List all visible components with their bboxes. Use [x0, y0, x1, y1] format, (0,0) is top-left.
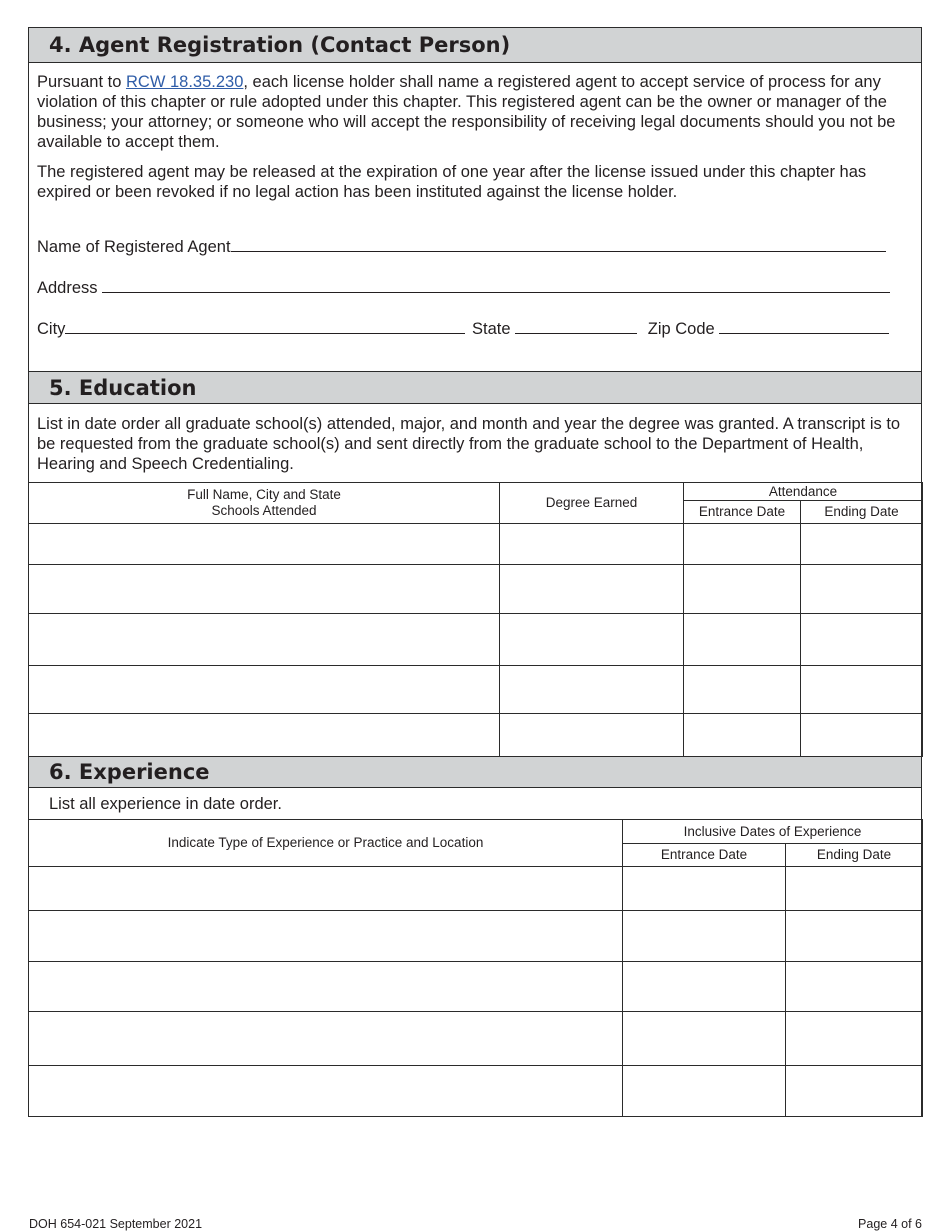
table-row: [29, 565, 923, 614]
zip-line[interactable]: [719, 317, 889, 334]
section-education: [28, 371, 922, 756]
state-line[interactable]: [515, 317, 637, 334]
table-row: [29, 911, 923, 962]
experience-col-ending: Ending Date: [786, 844, 923, 867]
education-col-attendance: Attendance: [684, 483, 923, 501]
table-row: [29, 666, 923, 714]
form-id: DOH 654-021 September 2021: [29, 1217, 203, 1231]
section-5-heading: [29, 372, 921, 404]
registered-agent-name-field[interactable]: [37, 235, 886, 257]
education-intro: List in date order all graduate school(s) attended, major, and month and year the degree was granted. A transcript is to be requested from the graduate school(s) and sent directly from the graduate school to the Department of Health, Hearing and Speech Credentialing.: [37, 415, 901, 473]
city-state-zip-fields: [37, 317, 889, 339]
page-number: Page 4 of 6: [858, 1217, 922, 1231]
registered-agent-name-line[interactable]: [231, 235, 886, 252]
section-4-heading: [29, 28, 921, 63]
address-line[interactable]: [102, 276, 890, 293]
state-label: State: [472, 320, 511, 338]
section-5-title: 5. Education: [49, 375, 197, 400]
experience-table: [28, 819, 923, 1117]
registered-agent-name-label: Name of Registered Agent: [37, 238, 231, 256]
experience-col-inclusive: Inclusive Dates of Experience: [623, 820, 923, 844]
table-row: [29, 867, 923, 911]
experience-col-entrance: Entrance Date: [623, 844, 786, 867]
city-line[interactable]: [65, 317, 465, 334]
agent-paragraph-1: Pursuant to RCW 18.35.230, each license holder shall name a registered agent to accept service of process for any violation of this chapter or rule adopted under this chapter. This registered agent can be the owner or manager of the business; your attorney; or someone who will accept the responsibility of receiving legal documents should you not be available to accept them.: [37, 73, 896, 151]
experience-col-type: Indicate Type of Experience or Practice and Location: [29, 820, 623, 867]
section-experience: [28, 756, 922, 1116]
section-6-heading: [29, 757, 921, 788]
city-label: City: [37, 320, 66, 338]
table-row: [29, 1066, 923, 1117]
table-row: [29, 714, 923, 757]
section-4-title: 4. Agent Registration (Contact Person): [49, 33, 511, 57]
education-col-entrance: Entrance Date: [684, 501, 801, 524]
education-col-ending: Ending Date: [801, 501, 923, 524]
education-col-degree: Degree Earned: [500, 483, 684, 524]
address-field[interactable]: [37, 276, 890, 298]
experience-intro: List all experience in date order.: [49, 795, 282, 813]
address-label: Address: [37, 279, 98, 297]
zip-label: Zip Code: [647, 320, 715, 338]
rcw-link[interactable]: RCW 18.35.230: [125, 73, 244, 91]
table-row: [29, 524, 923, 565]
education-col-school: Full Name, City and State Schools Attended: [29, 483, 500, 524]
agent-paragraph-2: The registered agent may be released at the expiration of one year after the license issued under this chapter has expired or been revoked if no legal action has been instituted against the license holder.: [37, 163, 867, 201]
section-6-title: 6. Experience: [49, 760, 210, 784]
table-row: [29, 962, 923, 1012]
table-row: [29, 614, 923, 666]
table-row: [29, 1012, 923, 1066]
education-table: [28, 482, 923, 757]
